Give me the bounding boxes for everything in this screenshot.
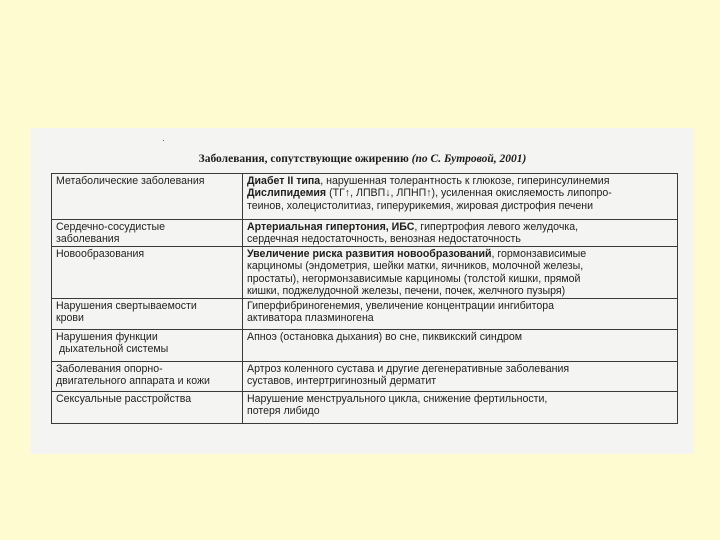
- condition-text: , гипертрофия левого желудочка,: [414, 221, 579, 233]
- disease-group-line: Заболевания опорно-: [56, 362, 163, 375]
- condition-line: [247, 221, 674, 233]
- associated-conditions-cell: [243, 329, 678, 361]
- condition-highlight-text: Артериальная гипертония, ИБС: [247, 221, 415, 233]
- disease-group-line: Сердечно-сосудистые: [56, 221, 166, 233]
- condition-text: активатора плазминогена: [247, 312, 374, 325]
- condition-text: Артроз коленного сустава и другие дегенеративные заболевания: [247, 362, 570, 375]
- associated-conditions-cell: [243, 361, 678, 391]
- condition-line: [247, 312, 674, 324]
- table-row: [52, 298, 678, 329]
- condition-text: Гиперфибриногенемия, увеличение концентрации ингибитора: [247, 299, 554, 312]
- condition-highlight-text: Дислипидемия: [247, 187, 327, 200]
- table-title-main: Заболевания, сопутствующие ожирению: [198, 153, 409, 165]
- disease-group-cell: [52, 298, 243, 329]
- table-body: [52, 174, 678, 424]
- condition-text: простаты), негормонзависимые карциномы (толстой кишки, прямой: [247, 272, 581, 285]
- disease-group-line: двигательного аппарата и кожи: [56, 375, 210, 388]
- table-row: [52, 391, 678, 423]
- disease-group-cell: [52, 391, 243, 423]
- table-row: [52, 246, 678, 298]
- condition-line: [247, 260, 674, 272]
- associated-conditions-cell: [243, 174, 678, 220]
- condition-line: [247, 363, 674, 375]
- disease-group-line: Нарушения свертываемости: [56, 299, 197, 312]
- condition-text: потеря либидо: [247, 405, 320, 418]
- disease-group-cell: [52, 246, 243, 298]
- comorbidity-table: [51, 173, 678, 424]
- scan-speck: ·: [162, 135, 165, 145]
- condition-line: [247, 273, 674, 285]
- condition-line: [247, 175, 674, 187]
- disease-group-cell: [52, 361, 243, 391]
- condition-text: , нарушенная толерантность к глюкозе, гиперинсулинемия: [320, 175, 610, 187]
- condition-text: карциномы (эндометрия, шейки матки, яичников, молочной железы,: [247, 260, 584, 273]
- table-title-source: (по С. Бутровой, 2001): [411, 153, 527, 165]
- condition-text: сердечная недостаточность, венозная недостаточность: [247, 233, 521, 246]
- disease-group-line: Новообразования: [56, 247, 145, 260]
- disease-group-cell: [52, 220, 243, 247]
- associated-conditions-cell: [243, 246, 678, 298]
- condition-text: , гормонзависимые: [491, 247, 587, 260]
- table-row: [52, 361, 678, 391]
- table-title: [31, 153, 694, 165]
- condition-text: теинов, холецистолитиаз, гиперурикемия, жировая дистрофия печени: [247, 199, 594, 212]
- condition-line: [247, 233, 674, 245]
- associated-conditions-cell: [243, 391, 678, 423]
- condition-text: суставов, интертригинозный дерматит: [247, 375, 437, 388]
- scanned-table-image: [31, 128, 694, 454]
- condition-highlight-text: Увеличение риска развития новообразований: [247, 247, 492, 260]
- condition-line: [247, 331, 674, 343]
- disease-group-line: Сексуальные расстройства: [56, 392, 192, 405]
- condition-line: [247, 248, 674, 260]
- disease-group-line: крови: [56, 312, 84, 325]
- disease-group-line: дыхательной системы: [59, 343, 169, 356]
- associated-conditions-cell: [243, 220, 678, 247]
- associated-conditions-cell: [243, 298, 678, 329]
- condition-text: Нарушение менструального цикла, снижение фертильности,: [247, 392, 548, 405]
- condition-line: [247, 405, 674, 417]
- disease-group-line: Метаболические заболевания: [56, 175, 205, 187]
- table-row: [52, 174, 678, 220]
- condition-line: [247, 187, 674, 199]
- condition-line: [247, 375, 674, 387]
- condition-text: (ТГ↑, ЛПВП↓, ЛПНП↑), усиленная окисляемость липопро-: [326, 187, 612, 200]
- condition-text: кишки, поджелудочной железы, печени, почек, желчного пузыря): [247, 285, 566, 298]
- disease-group-cell: [52, 174, 243, 220]
- disease-group-cell: [52, 329, 243, 361]
- table-row: [52, 329, 678, 361]
- condition-line: [247, 285, 674, 297]
- disease-group-line: заболевания: [56, 233, 120, 246]
- condition-line: [247, 200, 674, 212]
- condition-line: [247, 300, 674, 312]
- disease-group-line: Нарушения функции: [56, 330, 158, 343]
- condition-line: [247, 393, 674, 405]
- table-row: [52, 220, 678, 247]
- condition-text: Апноэ (остановка дыхания) во сне, пиквикский синдром: [247, 330, 523, 343]
- condition-highlight-text: Диабет II типа: [247, 175, 321, 187]
